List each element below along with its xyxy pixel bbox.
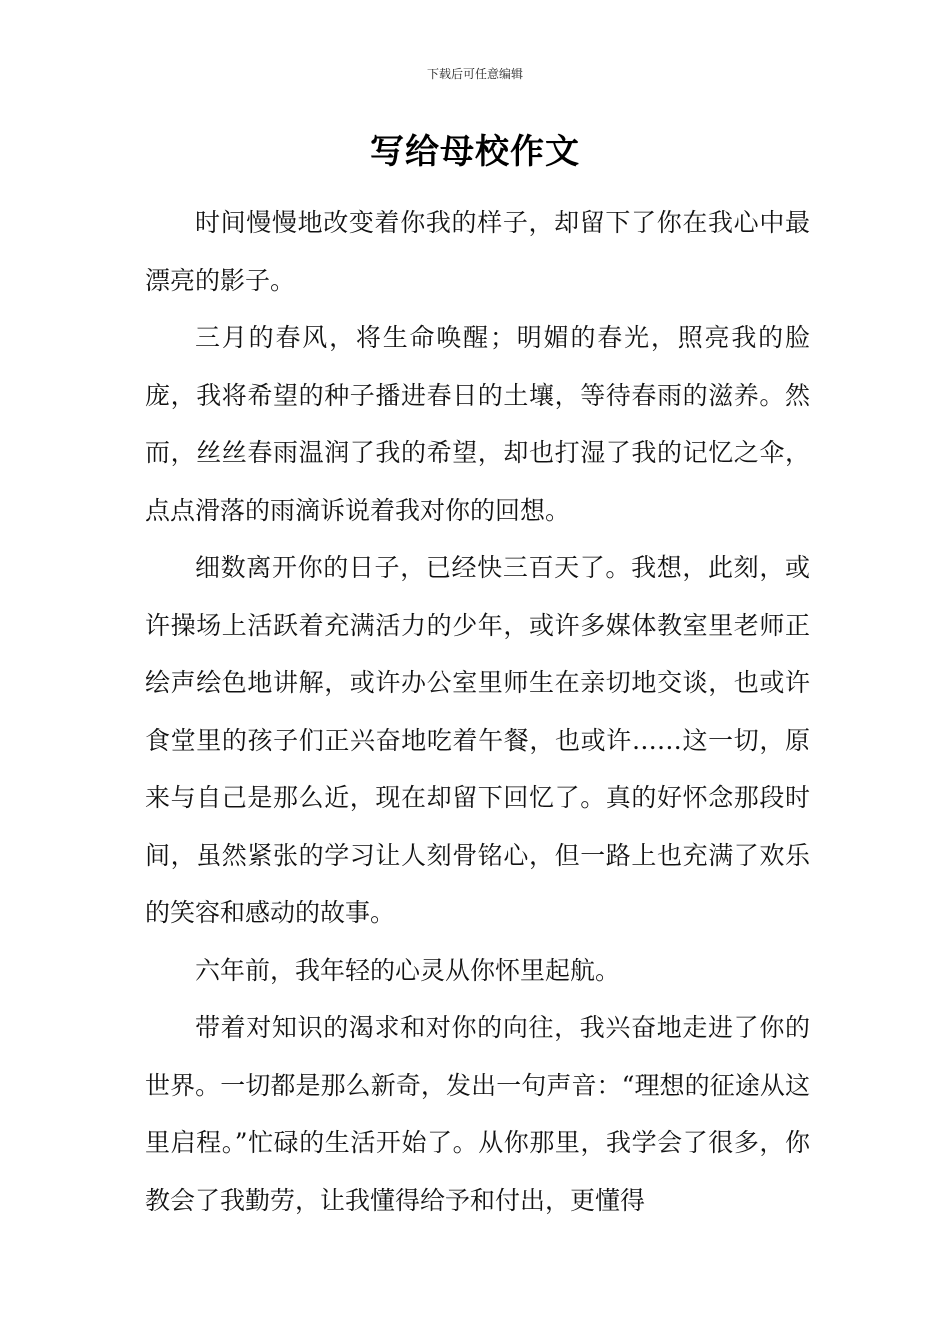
header-note: 下载后可任意编辑 (426, 67, 523, 81)
paragraph: 带着对知识的渴求和对你的向往，我兴奋地走进了你的世界。一切都是那么新奇，发出一句声音：“理想的征途从这里启程。”忙碌的生活开始了。从你那里，我学会了很多，你教会了我勤劳，让我懂得给予和付出，更懂得 (145, 1013, 810, 1215)
paragraph: 细数离开你的日子，已经快三百天了。我想，此刻，或许操场上活跃着充满活力的少年，或许多媒体教室里老师正绘声绘色地讲解，或许办公室里师生在亲切地交谈，也或许食堂里的孩子们正兴奋地吃着午餐，也或许……这一切，原来与自己是那么近，现在却留下回忆了。真的好怀念那段时间，虽然紧张的学习让人刻骨铭心，但一路上也充满了欢乐的笑容和感动的故事。 (145, 553, 810, 927)
essay-body (145, 194, 810, 1229)
essay-title: 写给母校作文 (370, 132, 580, 172)
paragraph: 时间慢慢地改变着你我的样子，却留下了你在我心中最漂亮的影子。 (145, 208, 810, 295)
paragraph: 三月的春风，将生命唤醒；明媚的春光，照亮我的脸庞，我将希望的种子播进春日的土壤，等待春雨的滋养。然而，丝丝春雨温润了我的希望，却也打湿了我的记忆之伞，点点滑落的雨滴诉说着我对你的回想。 (145, 323, 810, 525)
paragraph: 六年前，我年轻的心灵从你怀里起航。 (195, 955, 621, 985)
